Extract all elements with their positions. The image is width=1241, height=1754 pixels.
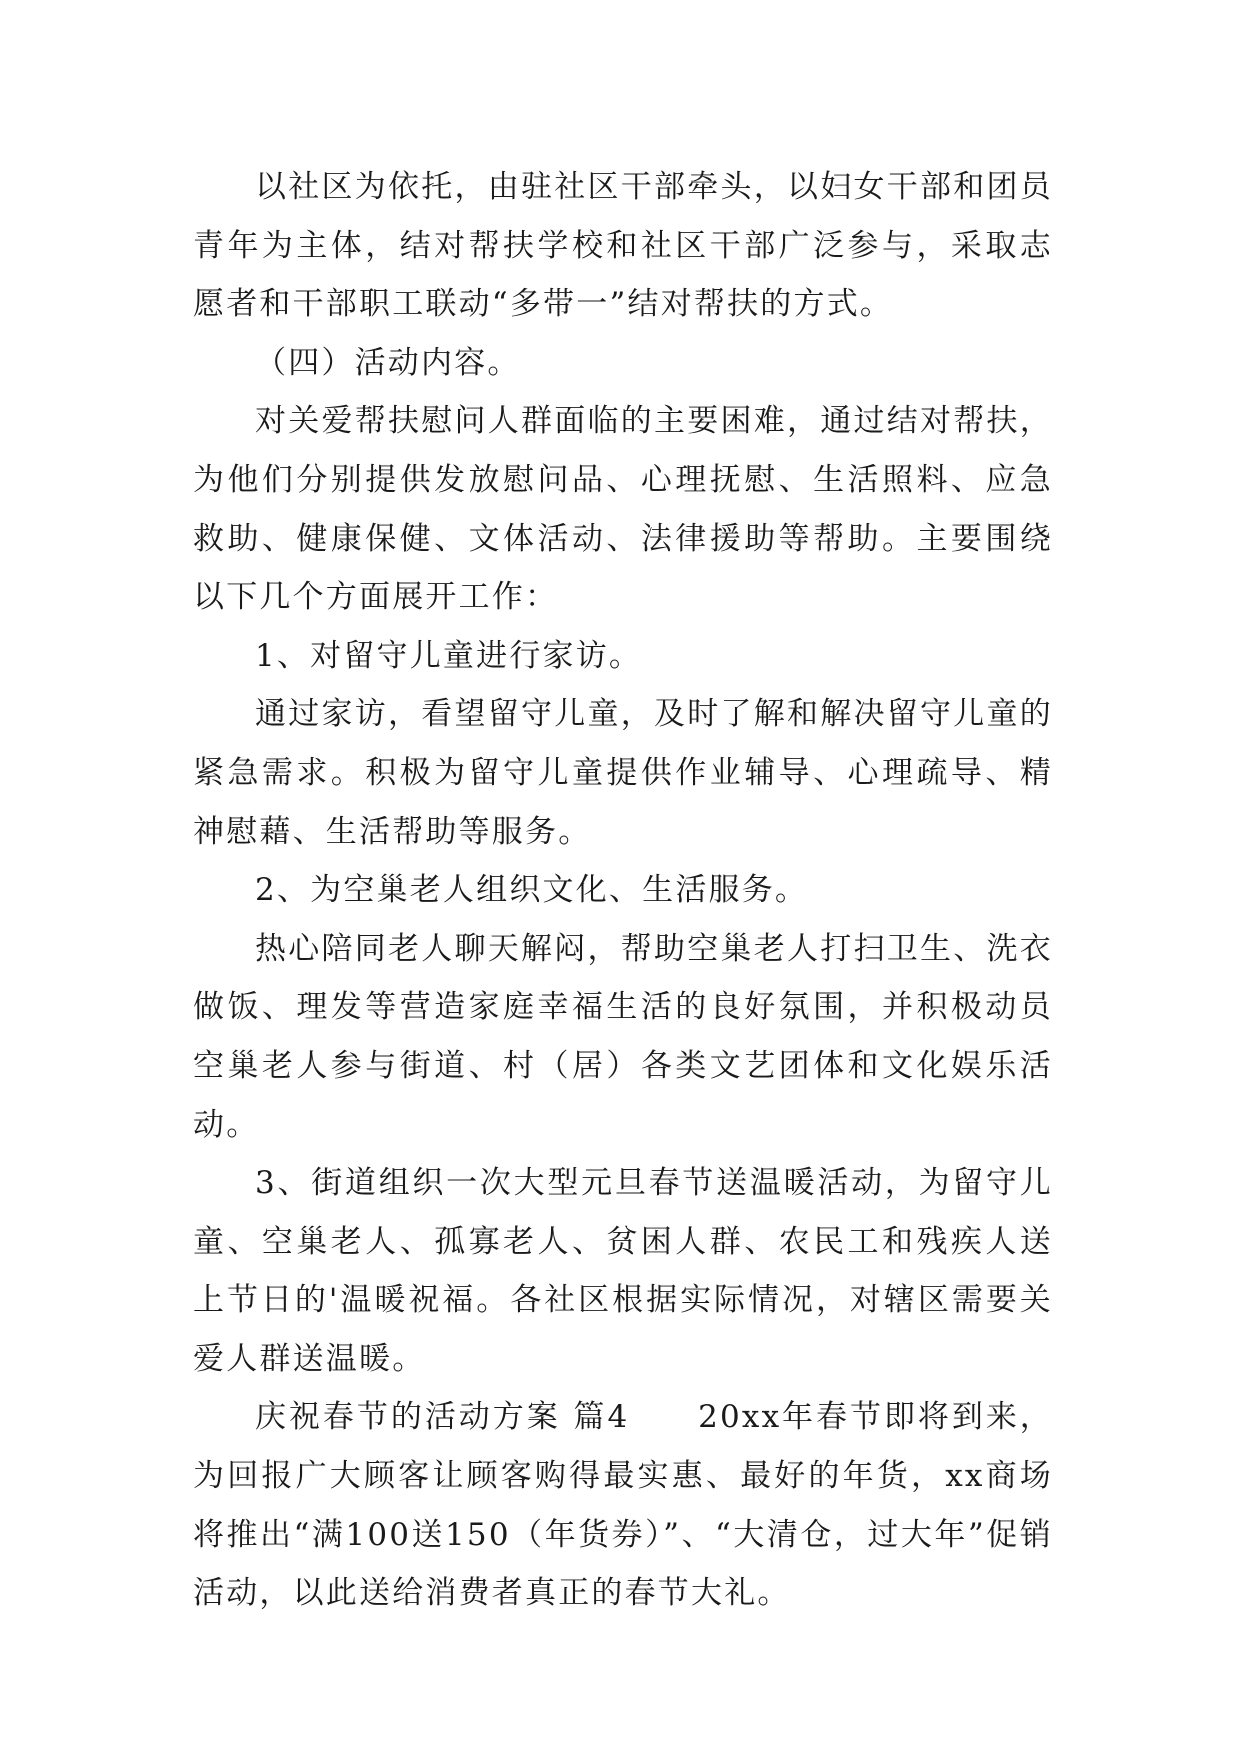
paragraph-spring-festival-plan: 庆祝春节的活动方案 篇4 20xx年春节即将到来，为回报广大顾客让顾客购得最实惠、最好的年货，xx商场将推出“满100送150（年货券）”、“大清仓，过大年”促销活动，以此送给消费者真正的春节大礼。 [193,1399,1053,1612]
paragraph-activity-overview: 对关爱帮扶慰问人群面临的主要困难，通过结对帮扶，为他们分别提供发放慰问品、心理抚慰、生活照料、应急救助、健康保健、文体活动、法律援助等帮助。主要围绕以下几个方面展开工作： [193,403,1053,616]
document-body [193,158,1053,1623]
paragraph-elderly-services: 热心陪同老人聊天解闷，帮助空巢老人打扫卫生、洗衣做饭、理发等营造家庭幸福生活的良好氛围，并积极动员空巢老人参与街道、村（居）各类文艺团体和文化娱乐活动。 [193,930,1053,1143]
item-heading-children-visits: 1、对留守儿童进行家访。 [255,637,643,674]
paragraph-children-visits: 通过家访，看望留守儿童，及时了解和解决留守儿童的紧急需求。积极为留守儿童提供作业辅导、心理疏导、精神慰藉、生活帮助等服务。 [193,696,1053,850]
paragraph-new-year-warmth: 3、街道组织一次大型元旦春节送温暖活动，为留守儿童、空巢老人、孤寡老人、贫困人群、农民工和残疾人送上节日的'温暖祝福。各社区根据实际情况，对辖区需要关爱人群送温暖。 [193,1165,1053,1377]
section-heading-activity-content: （四）活动内容。 [255,344,521,381]
paragraph-organization: 以社区为依托，由驻社区干部牵头，以妇女干部和团员青年为主体，结对帮扶学校和社区干部广泛参与，采取志愿者和干部职工联动“多带一”结对帮扶的方式。 [193,169,1053,323]
item-heading-elderly-services: 2、为空巢老人组织文化、生活服务。 [255,872,809,909]
